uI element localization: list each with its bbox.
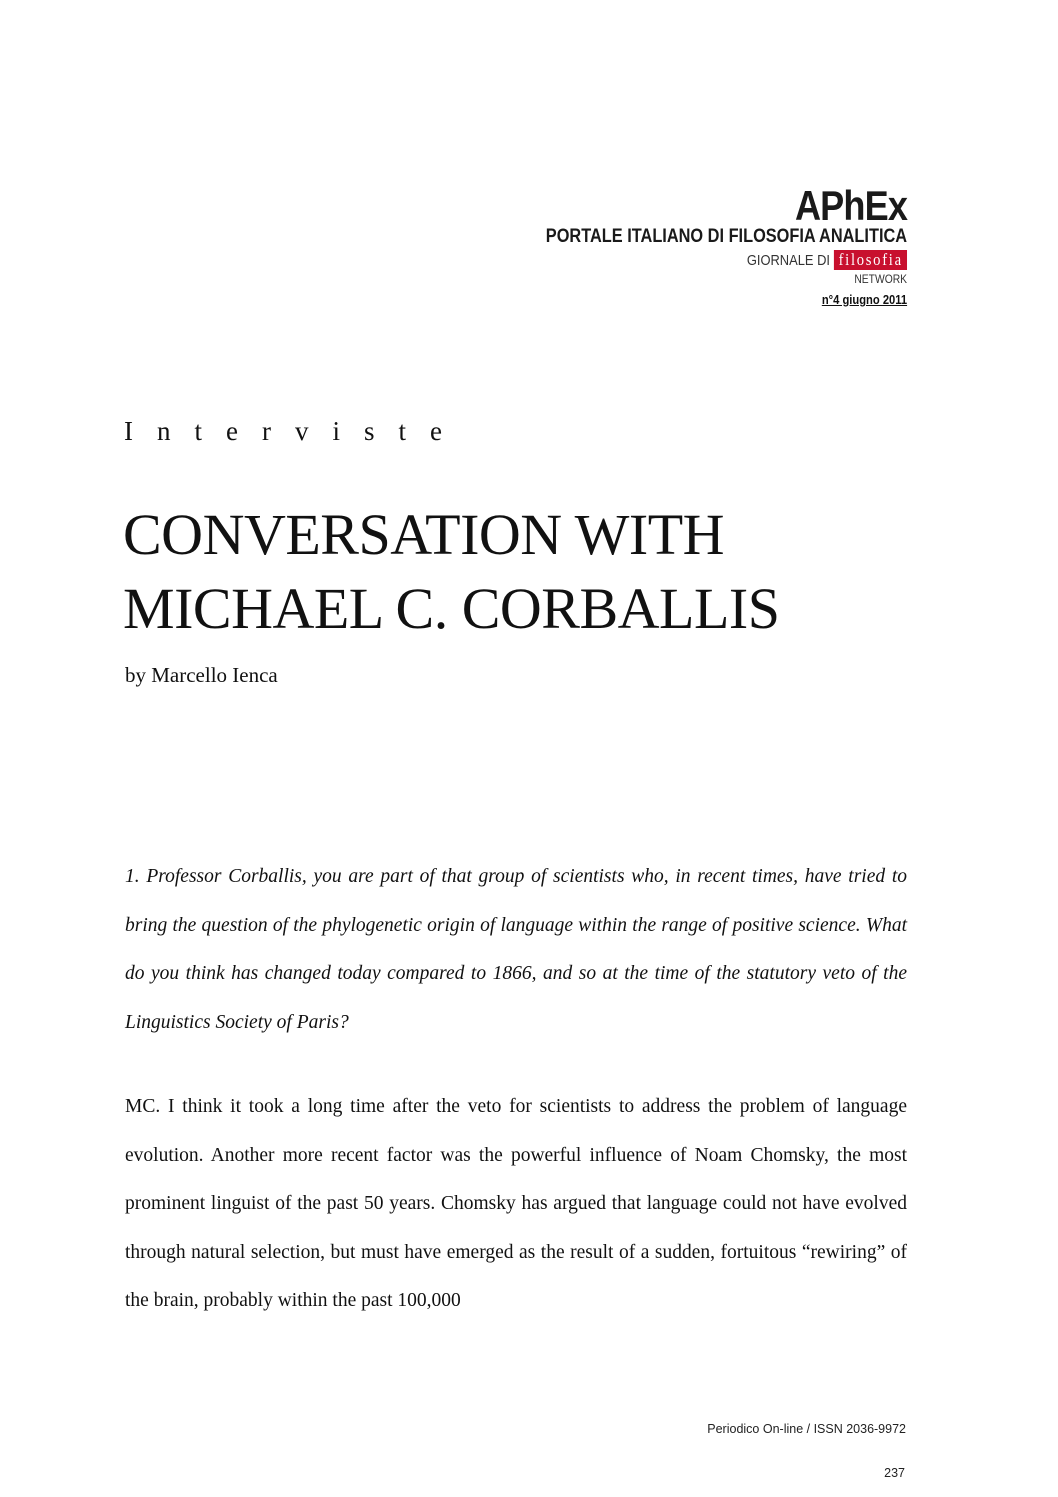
article-title	[123, 498, 933, 646]
network-label: NETWORK	[854, 272, 907, 286]
filosofia-logo: filosofia	[834, 250, 907, 270]
interview-answer: MC. I think it took a long time after the veto for scientists to address the problem of language evolution. Another more recent factor was the powerful influence of Noam Chomsky, the most prominent linguist of the past 50 years. Chomsky has argued that language could not have evolved through natural selection, but must have emerged as the result of a sudden, fortuitous “rewiring” of the brain, probably within the past 100,000	[125, 1096, 907, 1312]
section-heading: Interviste	[124, 416, 466, 446]
journal-brand: APhEx	[794, 182, 907, 229]
journal-masthead	[487, 182, 907, 311]
issn-footer: Periodico On-line / ISSN 2036-9972	[707, 1422, 906, 1436]
page-number: 237	[884, 1466, 905, 1480]
title-line-1: CONVERSATION WITH	[123, 502, 725, 567]
interview-question: 1. Professor Corballis, you are part of that group of scientists who, in recent times, have tried to bring the question of the phylogenetic origin of language within the range of positive science. What do you think has changed today compared to 1866, and so at the time of the statutory veto of the Linguistics Society of Paris?	[125, 866, 907, 1033]
issue-label: n°4 giugno 2011	[821, 292, 907, 307]
giornale-label: GIORNALE DI	[746, 251, 830, 269]
journal-network-row	[546, 250, 907, 270]
journal-subtitle: PORTALE ITALIANO DI FILOSOFIA ANALITICA	[545, 226, 907, 247]
title-line-2: MICHAEL C. CORBALLIS	[123, 576, 780, 641]
byline: by Marcello Ienca	[125, 663, 278, 687]
